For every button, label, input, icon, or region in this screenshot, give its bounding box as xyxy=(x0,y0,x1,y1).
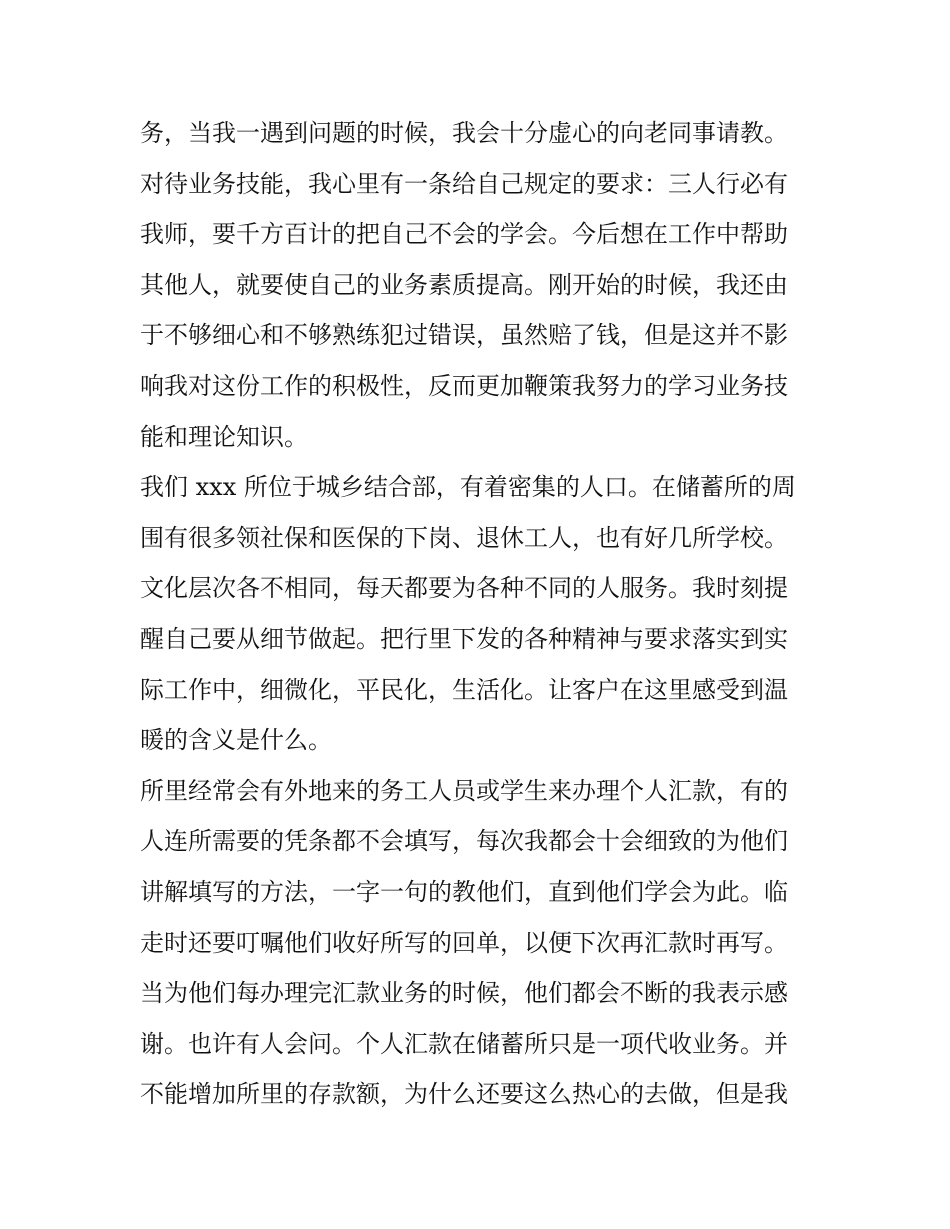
text-line: 于不够细心和不够熟练犯过错误，虽然赔了钱，但是这并不影 xyxy=(140,321,788,350)
text-line: 我们 xxx 所位于城乡结合部，有着密集的人口。在储蓄所的周 xyxy=(140,473,796,502)
text-line: 务，当我一遇到问题的时候，我会十分虚心的向老同事请教。 xyxy=(140,119,788,147)
text-line: 文化层次各不相同，每天都要为各种不同的人服务。我时刻提 xyxy=(140,574,788,603)
text-line: 谢。也许有人会问。个人汇款在储蓄所只是一项代收业务。并 xyxy=(140,1029,788,1058)
document-body xyxy=(140,108,820,1120)
text-line: 讲解填写的方法，一字一句的教他们，直到他们学会为此。临 xyxy=(140,877,788,906)
text-line: 当为他们每办理完汇款业务的时候，他们都会不断的我表示感 xyxy=(140,979,788,1008)
text-line: 暖的含义是什么。 xyxy=(140,726,332,755)
text-line: 对待业务技能，我心里有一条给自己规定的要求：三人行必有 xyxy=(140,169,788,198)
text-line: 围有很多领社保和医保的下岗、退休工人，也有好几所学校。 xyxy=(140,523,788,552)
text-line: 醒自己要从细节做起。把行里下发的各种精神与要求落实到实 xyxy=(140,624,788,653)
text-line: 不能增加所里的存款额，为什么还要这么热心的去做，但是我 xyxy=(140,1080,788,1109)
text-line: 我师，要千方百计的把自己不会的学会。今后想在工作中帮助 xyxy=(140,220,788,249)
text-line: 响我对这份工作的积极性，反而更加鞭策我努力的学习业务技 xyxy=(140,371,788,400)
text-line: 其他人，就要使自己的业务素质提高。刚开始的时候，我还由 xyxy=(140,270,788,299)
text-line: 能和理论知识。 xyxy=(140,422,308,451)
text-line: 所里经常会有外地来的务工人员或学生来办理个人汇款，有的 xyxy=(140,776,788,805)
text-line: 际工作中，细微化，平民化，生活化。让客户在这里感受到温 xyxy=(140,675,788,704)
text-line: 人连所需要的凭条都不会填写，每次我都会十会细致的为他们 xyxy=(140,827,788,856)
text-line: 走时还要叮嘱他们收好所写的回单，以便下次再汇款时再写。 xyxy=(140,928,788,957)
